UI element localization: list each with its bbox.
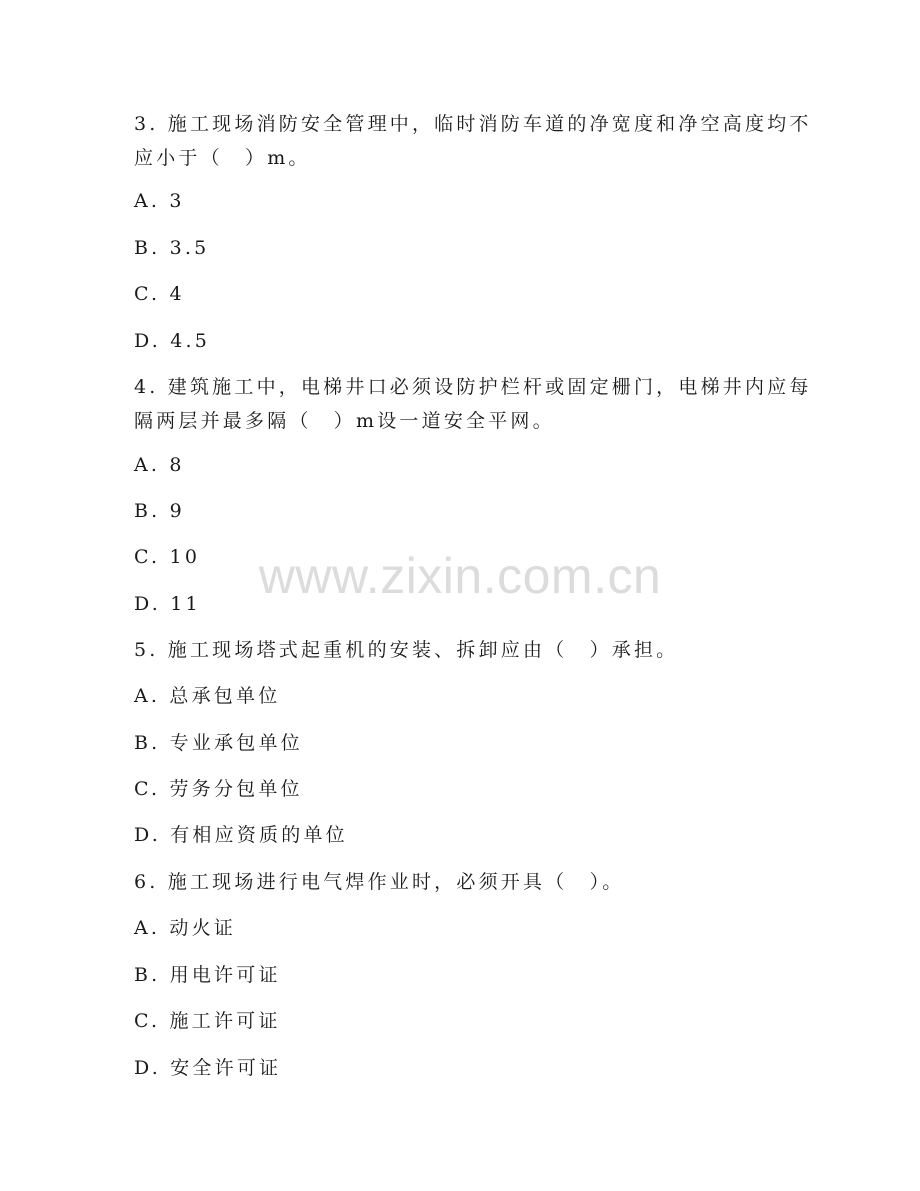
question-6-option-a: A. 动火证 [134,917,237,939]
question-4-stem-line-2: 隔两层并最多隔（ ）m设一道安全平网。 [134,410,555,432]
question-4-option-a: A. 8 [134,454,185,476]
question-5-option-a: A. 总承包单位 [134,685,281,707]
question-3-stem-line-1: 3. 施工现场消防安全管理中，临时消防车道的净宽度和净空高度均不 [134,113,812,135]
question-3-option-b: B. 3.5 [134,237,210,259]
question-6-option-d: D. 安全许可证 [134,1057,282,1079]
question-4-option-c: C. 10 [134,546,201,568]
question-5-option-d: D. 有相应资质的单位 [134,824,348,846]
question-3-option-d: D. 4.5 [134,330,211,352]
question-3-stem-line-2: 应小于（ ）m。 [134,147,311,169]
question-6-stem: 6. 施工现场进行电气焊作业时，必须开具（ ）。 [134,871,625,893]
question-4-stem-line-1: 4. 建筑施工中，电梯井口必须设防护栏杆或固定栅门，电梯井内应每 [134,376,812,398]
question-5-stem: 5. 施工现场塔式起重机的安装、拆卸应由（ ）承担。 [134,639,679,661]
question-6-option-b: B. 用电许可证 [134,964,281,986]
question-5-option-c: C. 劳务分包单位 [134,778,303,800]
question-6-option-c: C. 施工许可证 [134,1010,281,1032]
question-4-option-b: B. 9 [134,500,185,522]
question-4-option-d: D. 11 [134,593,201,615]
question-3-option-c: C. 4 [134,283,185,305]
watermark: www.zixin.com.cn [258,548,662,604]
question-5-option-b: B. 专业承包单位 [134,732,303,754]
question-3-option-a: A. 3 [134,190,185,212]
